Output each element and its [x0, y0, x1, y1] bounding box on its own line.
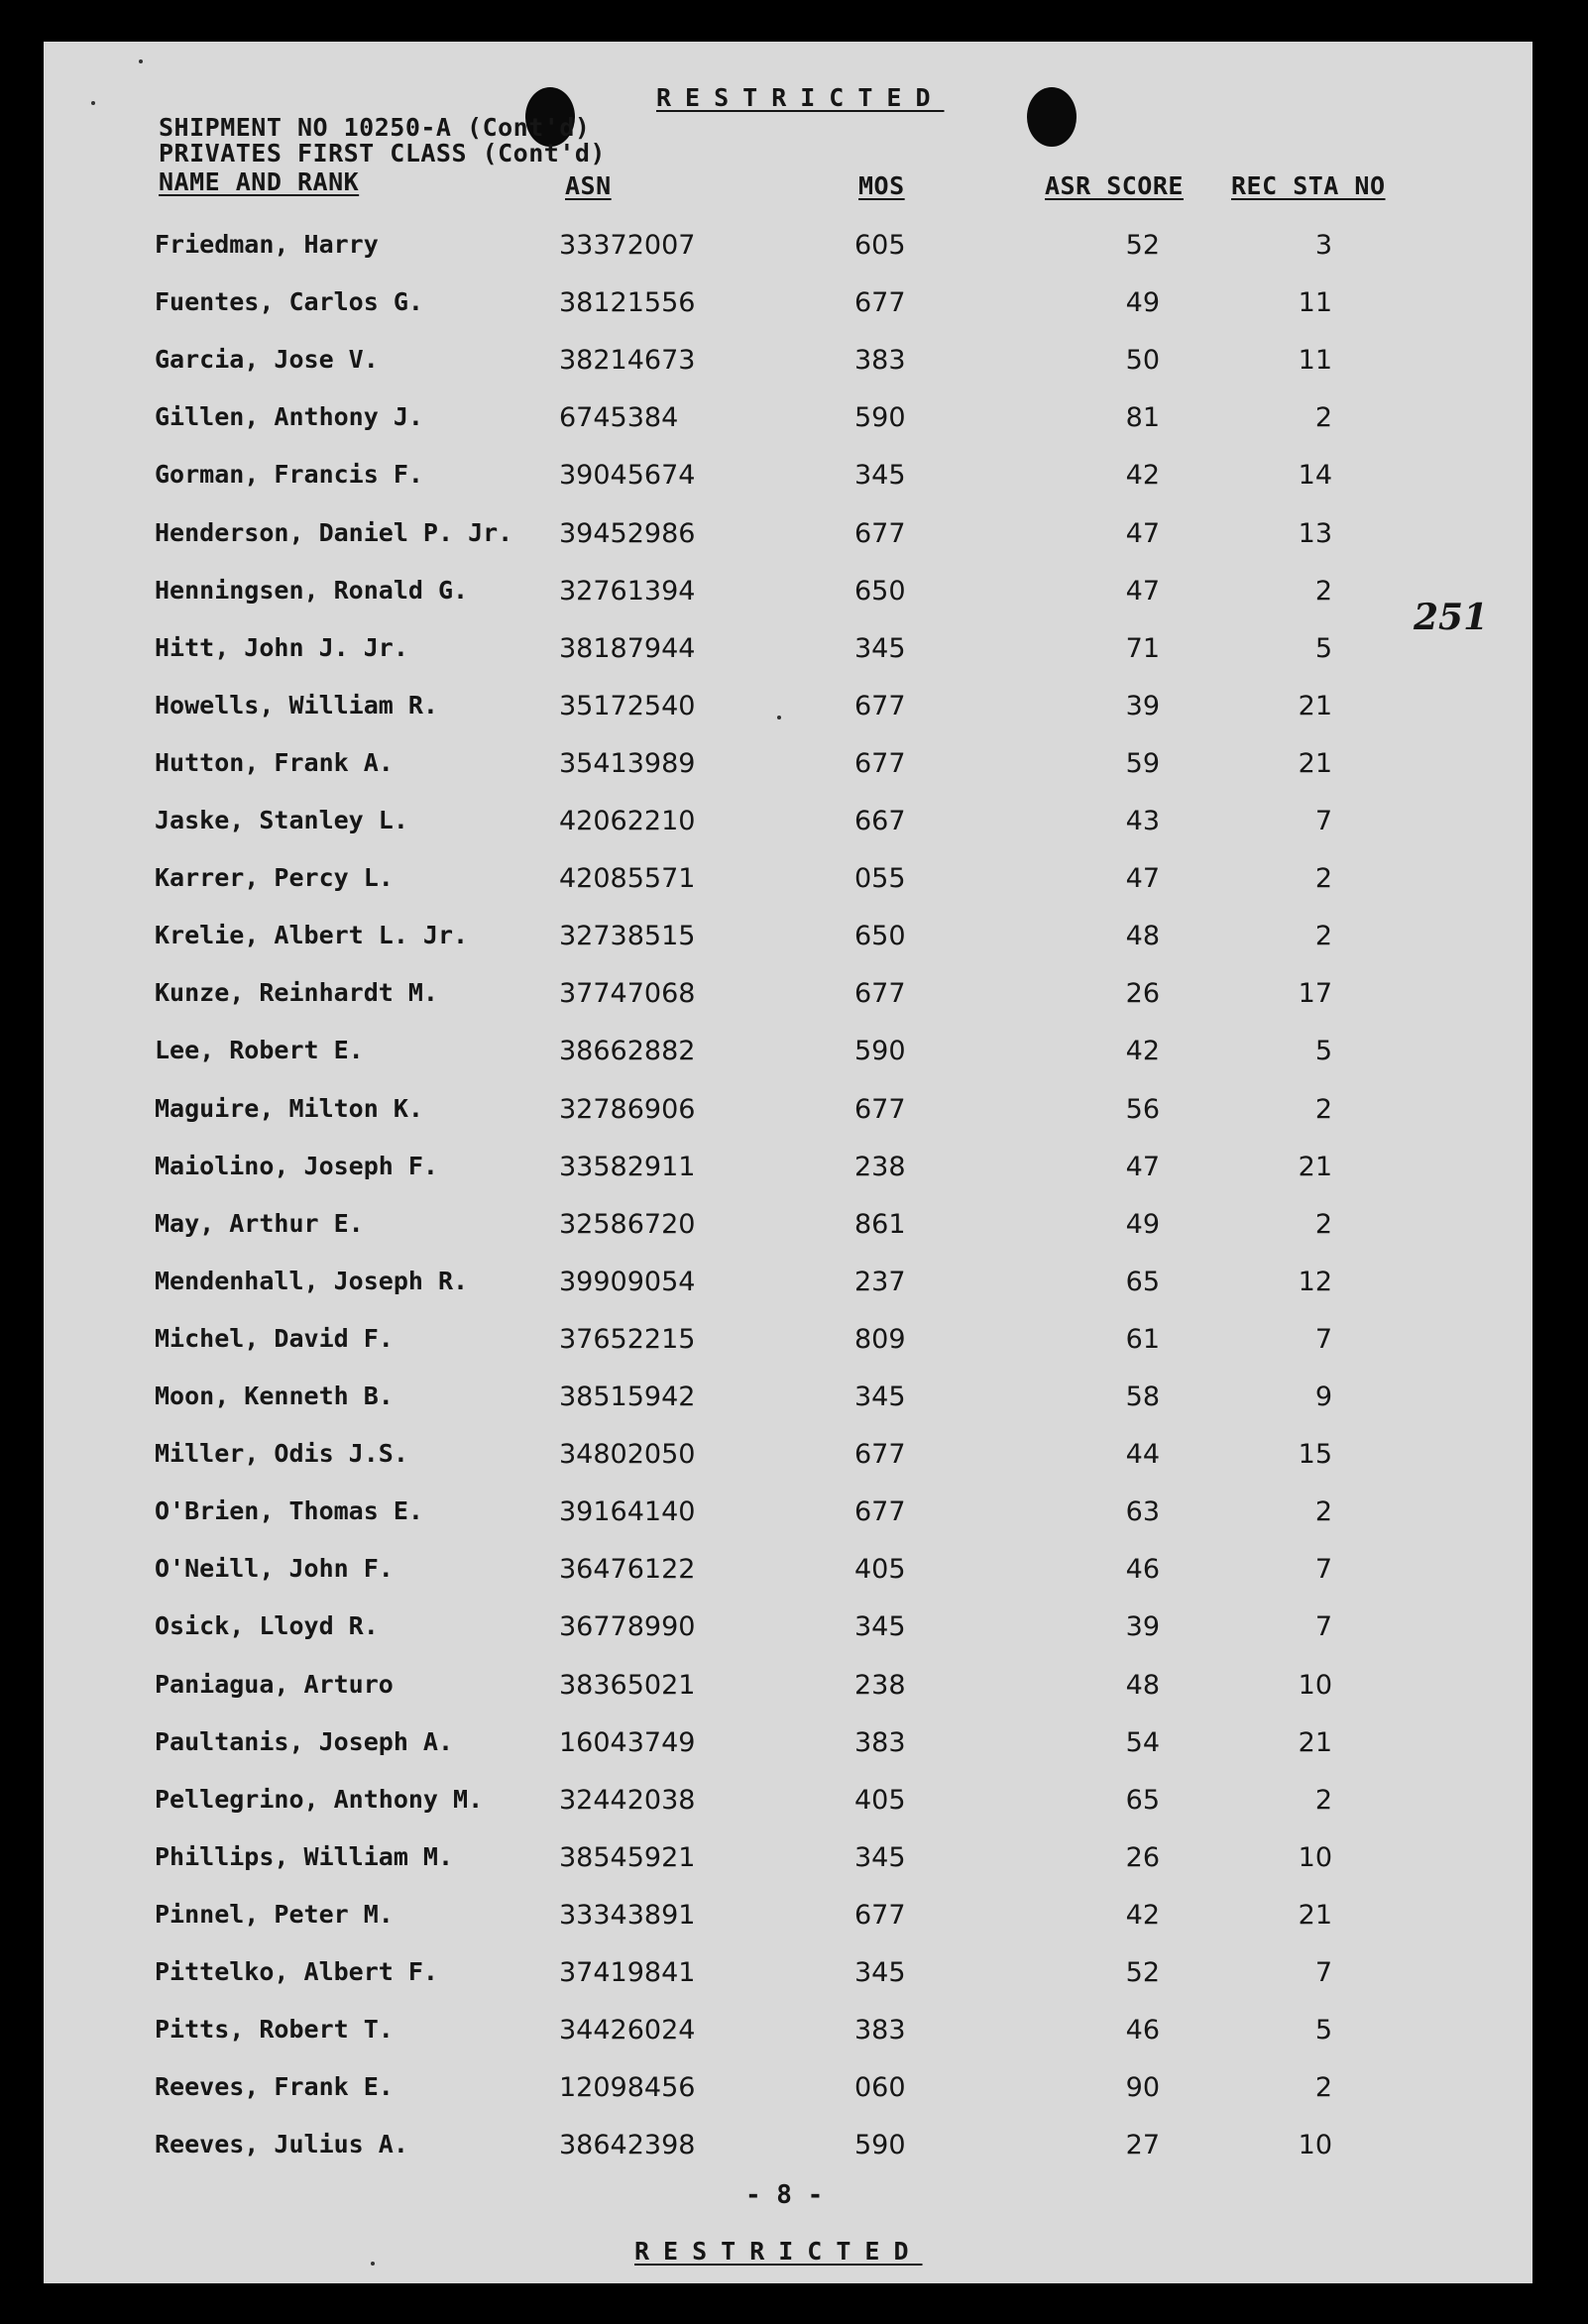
row-asr-score: 59 — [1125, 748, 1160, 779]
grade-line: PRIVATES FIRST CLASS (Cont'd) — [159, 139, 606, 167]
row-asr-score: 48 — [1125, 1670, 1160, 1701]
row-asr-score: 63 — [1125, 1496, 1160, 1527]
row-name: Osick, Lloyd R. — [155, 1611, 379, 1640]
row-asr-score: 27 — [1125, 2130, 1160, 2160]
row-mos: 383 — [854, 1727, 906, 1758]
row-asr-score: 39 — [1125, 691, 1160, 721]
row-name: Hutton, Frank A. — [155, 748, 394, 777]
row-mos: 055 — [854, 863, 906, 894]
row-asn: 38515942 — [559, 1382, 696, 1412]
row-name: Michel, David F. — [155, 1324, 394, 1353]
row-asn: 39452986 — [559, 518, 696, 549]
row-name: O'Brien, Thomas E. — [155, 1496, 423, 1525]
row-rec-sta-no: 7 — [1314, 1957, 1332, 1988]
row-asn: 37419841 — [559, 1957, 696, 1988]
row-mos: 677 — [854, 748, 906, 779]
row-name: Fuentes, Carlos G. — [155, 287, 423, 316]
row-asn: 38662882 — [559, 1036, 696, 1066]
row-asn: 16043749 — [559, 1727, 696, 1758]
row-mos: 238 — [854, 1670, 906, 1701]
row-mos: 861 — [854, 1209, 906, 1240]
paper-speck — [91, 101, 95, 105]
row-asr-score: 46 — [1125, 2015, 1160, 2046]
row-rec-sta-no: 9 — [1314, 1382, 1332, 1412]
row-mos: 590 — [854, 402, 906, 433]
row-mos: 677 — [854, 691, 906, 721]
row-asr-score: 65 — [1125, 1267, 1160, 1297]
row-asr-score: 49 — [1125, 287, 1160, 318]
row-asn: 36778990 — [559, 1611, 696, 1642]
row-mos: 677 — [854, 1094, 906, 1125]
paper-speck — [371, 2262, 375, 2266]
row-rec-sta-no: 14 — [1298, 460, 1332, 491]
row-asn: 32738515 — [559, 921, 696, 951]
row-name: Henningsen, Ronald G. — [155, 576, 469, 605]
row-rec-sta-no: 3 — [1314, 230, 1332, 261]
row-asr-score: 46 — [1125, 1554, 1160, 1585]
row-asn: 42085571 — [559, 863, 696, 894]
classification-bottom: RESTRICTED — [634, 2237, 923, 2266]
row-rec-sta-no: 7 — [1314, 1324, 1332, 1355]
row-rec-sta-no: 2 — [1314, 863, 1332, 894]
row-name: Mendenhall, Joseph R. — [155, 1267, 469, 1295]
row-asr-score: 42 — [1125, 460, 1160, 491]
row-name: Lee, Robert E. — [155, 1036, 364, 1064]
row-mos: 677 — [854, 287, 906, 318]
row-mos: 677 — [854, 1496, 906, 1527]
row-mos: 590 — [854, 2130, 906, 2160]
row-rec-sta-no: 7 — [1314, 1611, 1332, 1642]
row-asr-score: 61 — [1125, 1324, 1160, 1355]
row-asn: 37652215 — [559, 1324, 696, 1355]
row-asn: 34802050 — [559, 1439, 696, 1470]
row-rec-sta-no: 11 — [1298, 287, 1332, 318]
punch-hole-right — [1027, 87, 1077, 147]
paper-speck — [777, 716, 781, 719]
row-rec-sta-no: 2 — [1314, 576, 1332, 607]
row-mos: 809 — [854, 1324, 906, 1355]
row-asr-score: 47 — [1125, 576, 1160, 607]
row-asr-score: 54 — [1125, 1727, 1160, 1758]
row-asn: 33582911 — [559, 1152, 696, 1182]
row-asn: 39164140 — [559, 1496, 696, 1527]
row-rec-sta-no: 11 — [1298, 345, 1332, 376]
row-asr-score: 39 — [1125, 1611, 1160, 1642]
row-rec-sta-no: 13 — [1298, 518, 1332, 549]
row-mos: 650 — [854, 576, 906, 607]
row-asr-score: 48 — [1125, 921, 1160, 951]
row-name: Friedman, Harry — [155, 230, 379, 259]
row-mos: 677 — [854, 978, 906, 1009]
row-name: Pellegrino, Anthony M. — [155, 1785, 484, 1814]
row-rec-sta-no: 12 — [1298, 1267, 1332, 1297]
row-name: Jaske, Stanley L. — [155, 806, 408, 834]
page-number: - 8 - — [745, 2180, 824, 2210]
row-asn: 37747068 — [559, 978, 696, 1009]
shipment-line: SHIPMENT NO 10250-A (Cont'd) — [159, 113, 591, 142]
row-rec-sta-no: 10 — [1298, 1670, 1332, 1701]
row-rec-sta-no: 5 — [1314, 633, 1332, 664]
row-rec-sta-no: 5 — [1314, 2015, 1332, 2046]
row-mos: 677 — [854, 1439, 906, 1470]
row-rec-sta-no: 2 — [1314, 921, 1332, 951]
row-mos: 650 — [854, 921, 906, 951]
row-rec-sta-no: 10 — [1298, 2130, 1332, 2160]
row-mos: 345 — [854, 460, 906, 491]
row-name: Karrer, Percy L. — [155, 863, 394, 892]
row-mos: 405 — [854, 1785, 906, 1816]
row-name: Phillips, William M. — [155, 1842, 454, 1871]
row-mos: 605 — [854, 230, 906, 261]
row-asr-score: 50 — [1125, 345, 1160, 376]
row-mos: 238 — [854, 1152, 906, 1182]
row-rec-sta-no: 15 — [1298, 1439, 1332, 1470]
row-rec-sta-no: 2 — [1314, 1209, 1332, 1240]
row-asn: 38642398 — [559, 2130, 696, 2160]
row-mos: 590 — [854, 1036, 906, 1066]
row-name: Maguire, Milton K. — [155, 1094, 423, 1123]
row-asn: 42062210 — [559, 806, 696, 836]
classification-top: RESTRICTED — [656, 83, 945, 112]
row-asn: 32442038 — [559, 1785, 696, 1816]
column-header-rec-sta-no: REC STA NO — [1231, 171, 1386, 200]
row-rec-sta-no: 2 — [1314, 1094, 1332, 1125]
row-name: Howells, William R. — [155, 691, 438, 719]
row-asn: 39909054 — [559, 1267, 696, 1297]
row-asr-score: 42 — [1125, 1900, 1160, 1931]
row-name: Gorman, Francis F. — [155, 460, 423, 489]
row-name: Pitts, Robert T. — [155, 2015, 394, 2044]
row-rec-sta-no: 7 — [1314, 806, 1332, 836]
row-asr-score: 44 — [1125, 1439, 1160, 1470]
row-asr-score: 52 — [1125, 230, 1160, 261]
row-name: Hitt, John J. Jr. — [155, 633, 408, 662]
row-mos: 667 — [854, 806, 906, 836]
row-name: May, Arthur E. — [155, 1209, 364, 1238]
row-name: Henderson, Daniel P. Jr. — [155, 518, 513, 547]
row-rec-sta-no: 21 — [1298, 1900, 1332, 1931]
row-asn: 39045674 — [559, 460, 696, 491]
row-asr-score: 90 — [1125, 2072, 1160, 2103]
row-name: Pinnel, Peter M. — [155, 1900, 394, 1929]
row-asn: 38214673 — [559, 345, 696, 376]
row-name: Maiolino, Joseph F. — [155, 1152, 438, 1180]
document-page — [44, 42, 1532, 2283]
row-mos: 345 — [854, 1842, 906, 1873]
row-mos: 677 — [854, 518, 906, 549]
row-rec-sta-no: 21 — [1298, 1727, 1332, 1758]
row-asn: 36476122 — [559, 1554, 696, 1585]
row-asn: 38187944 — [559, 633, 696, 664]
row-asr-score: 58 — [1125, 1382, 1160, 1412]
row-mos: 060 — [854, 2072, 906, 2103]
row-asn: 38545921 — [559, 1842, 696, 1873]
row-name: Reeves, Julius A. — [155, 2130, 408, 2158]
row-name: O'Neill, John F. — [155, 1554, 394, 1583]
margin-stamp: 251 — [1414, 597, 1489, 638]
row-name: Reeves, Frank E. — [155, 2072, 394, 2101]
column-header-asn: ASN — [565, 171, 612, 200]
row-rec-sta-no: 21 — [1298, 1152, 1332, 1182]
row-name: Miller, Odis J.S. — [155, 1439, 408, 1468]
row-asn: 33372007 — [559, 230, 696, 261]
row-asr-score: 26 — [1125, 1842, 1160, 1873]
row-name: Kunze, Reinhardt M. — [155, 978, 438, 1007]
row-mos: 383 — [854, 345, 906, 376]
row-mos: 345 — [854, 1957, 906, 1988]
row-name: Krelie, Albert L. Jr. — [155, 921, 469, 949]
row-asr-score: 49 — [1125, 1209, 1160, 1240]
row-asn: 32586720 — [559, 1209, 696, 1240]
row-rec-sta-no: 21 — [1298, 748, 1332, 779]
row-asn: 35172540 — [559, 691, 696, 721]
row-asr-score: 71 — [1125, 633, 1160, 664]
row-mos: 677 — [854, 1900, 906, 1931]
column-header-mos: MOS — [858, 171, 905, 200]
paper-speck — [139, 59, 143, 63]
row-asn: 35413989 — [559, 748, 696, 779]
row-name: Moon, Kenneth B. — [155, 1382, 394, 1410]
column-header-asr-score: ASR SCORE — [1045, 171, 1184, 200]
row-mos: 345 — [854, 1382, 906, 1412]
row-name: Pittelko, Albert F. — [155, 1957, 438, 1986]
row-asn: 33343891 — [559, 1900, 696, 1931]
row-mos: 345 — [854, 1611, 906, 1642]
row-asr-score: 47 — [1125, 863, 1160, 894]
row-mos: 383 — [854, 2015, 906, 2046]
row-asr-score: 81 — [1125, 402, 1160, 433]
row-asn: 34426024 — [559, 2015, 696, 2046]
row-asn: 12098456 — [559, 2072, 696, 2103]
row-rec-sta-no: 2 — [1314, 2072, 1332, 2103]
row-rec-sta-no: 10 — [1298, 1842, 1332, 1873]
row-rec-sta-no: 17 — [1298, 978, 1332, 1009]
row-name: Gillen, Anthony J. — [155, 402, 423, 431]
column-header-name: NAME AND RANK — [159, 167, 360, 196]
row-asn: 32761394 — [559, 576, 696, 607]
row-mos: 345 — [854, 633, 906, 664]
row-asr-score: 47 — [1125, 1152, 1160, 1182]
row-asn: 38121556 — [559, 287, 696, 318]
row-asr-score: 65 — [1125, 1785, 1160, 1816]
row-rec-sta-no: 21 — [1298, 691, 1332, 721]
row-name: Paniagua, Arturo — [155, 1670, 394, 1699]
row-mos: 237 — [854, 1267, 906, 1297]
row-asr-score: 43 — [1125, 806, 1160, 836]
row-asr-score: 56 — [1125, 1094, 1160, 1125]
row-rec-sta-no: 5 — [1314, 1036, 1332, 1066]
row-asr-score: 26 — [1125, 978, 1160, 1009]
row-asn: 32786906 — [559, 1094, 696, 1125]
row-rec-sta-no: 2 — [1314, 1496, 1332, 1527]
row-rec-sta-no: 2 — [1314, 402, 1332, 433]
row-mos: 405 — [854, 1554, 906, 1585]
row-rec-sta-no: 7 — [1314, 1554, 1332, 1585]
row-asr-score: 47 — [1125, 518, 1160, 549]
row-rec-sta-no: 2 — [1314, 1785, 1332, 1816]
row-asr-score: 42 — [1125, 1036, 1160, 1066]
row-asn: 6745384 — [559, 402, 679, 433]
row-name: Garcia, Jose V. — [155, 345, 379, 374]
row-asr-score: 52 — [1125, 1957, 1160, 1988]
row-name: Paultanis, Joseph A. — [155, 1727, 454, 1756]
row-asn: 38365021 — [559, 1670, 696, 1701]
